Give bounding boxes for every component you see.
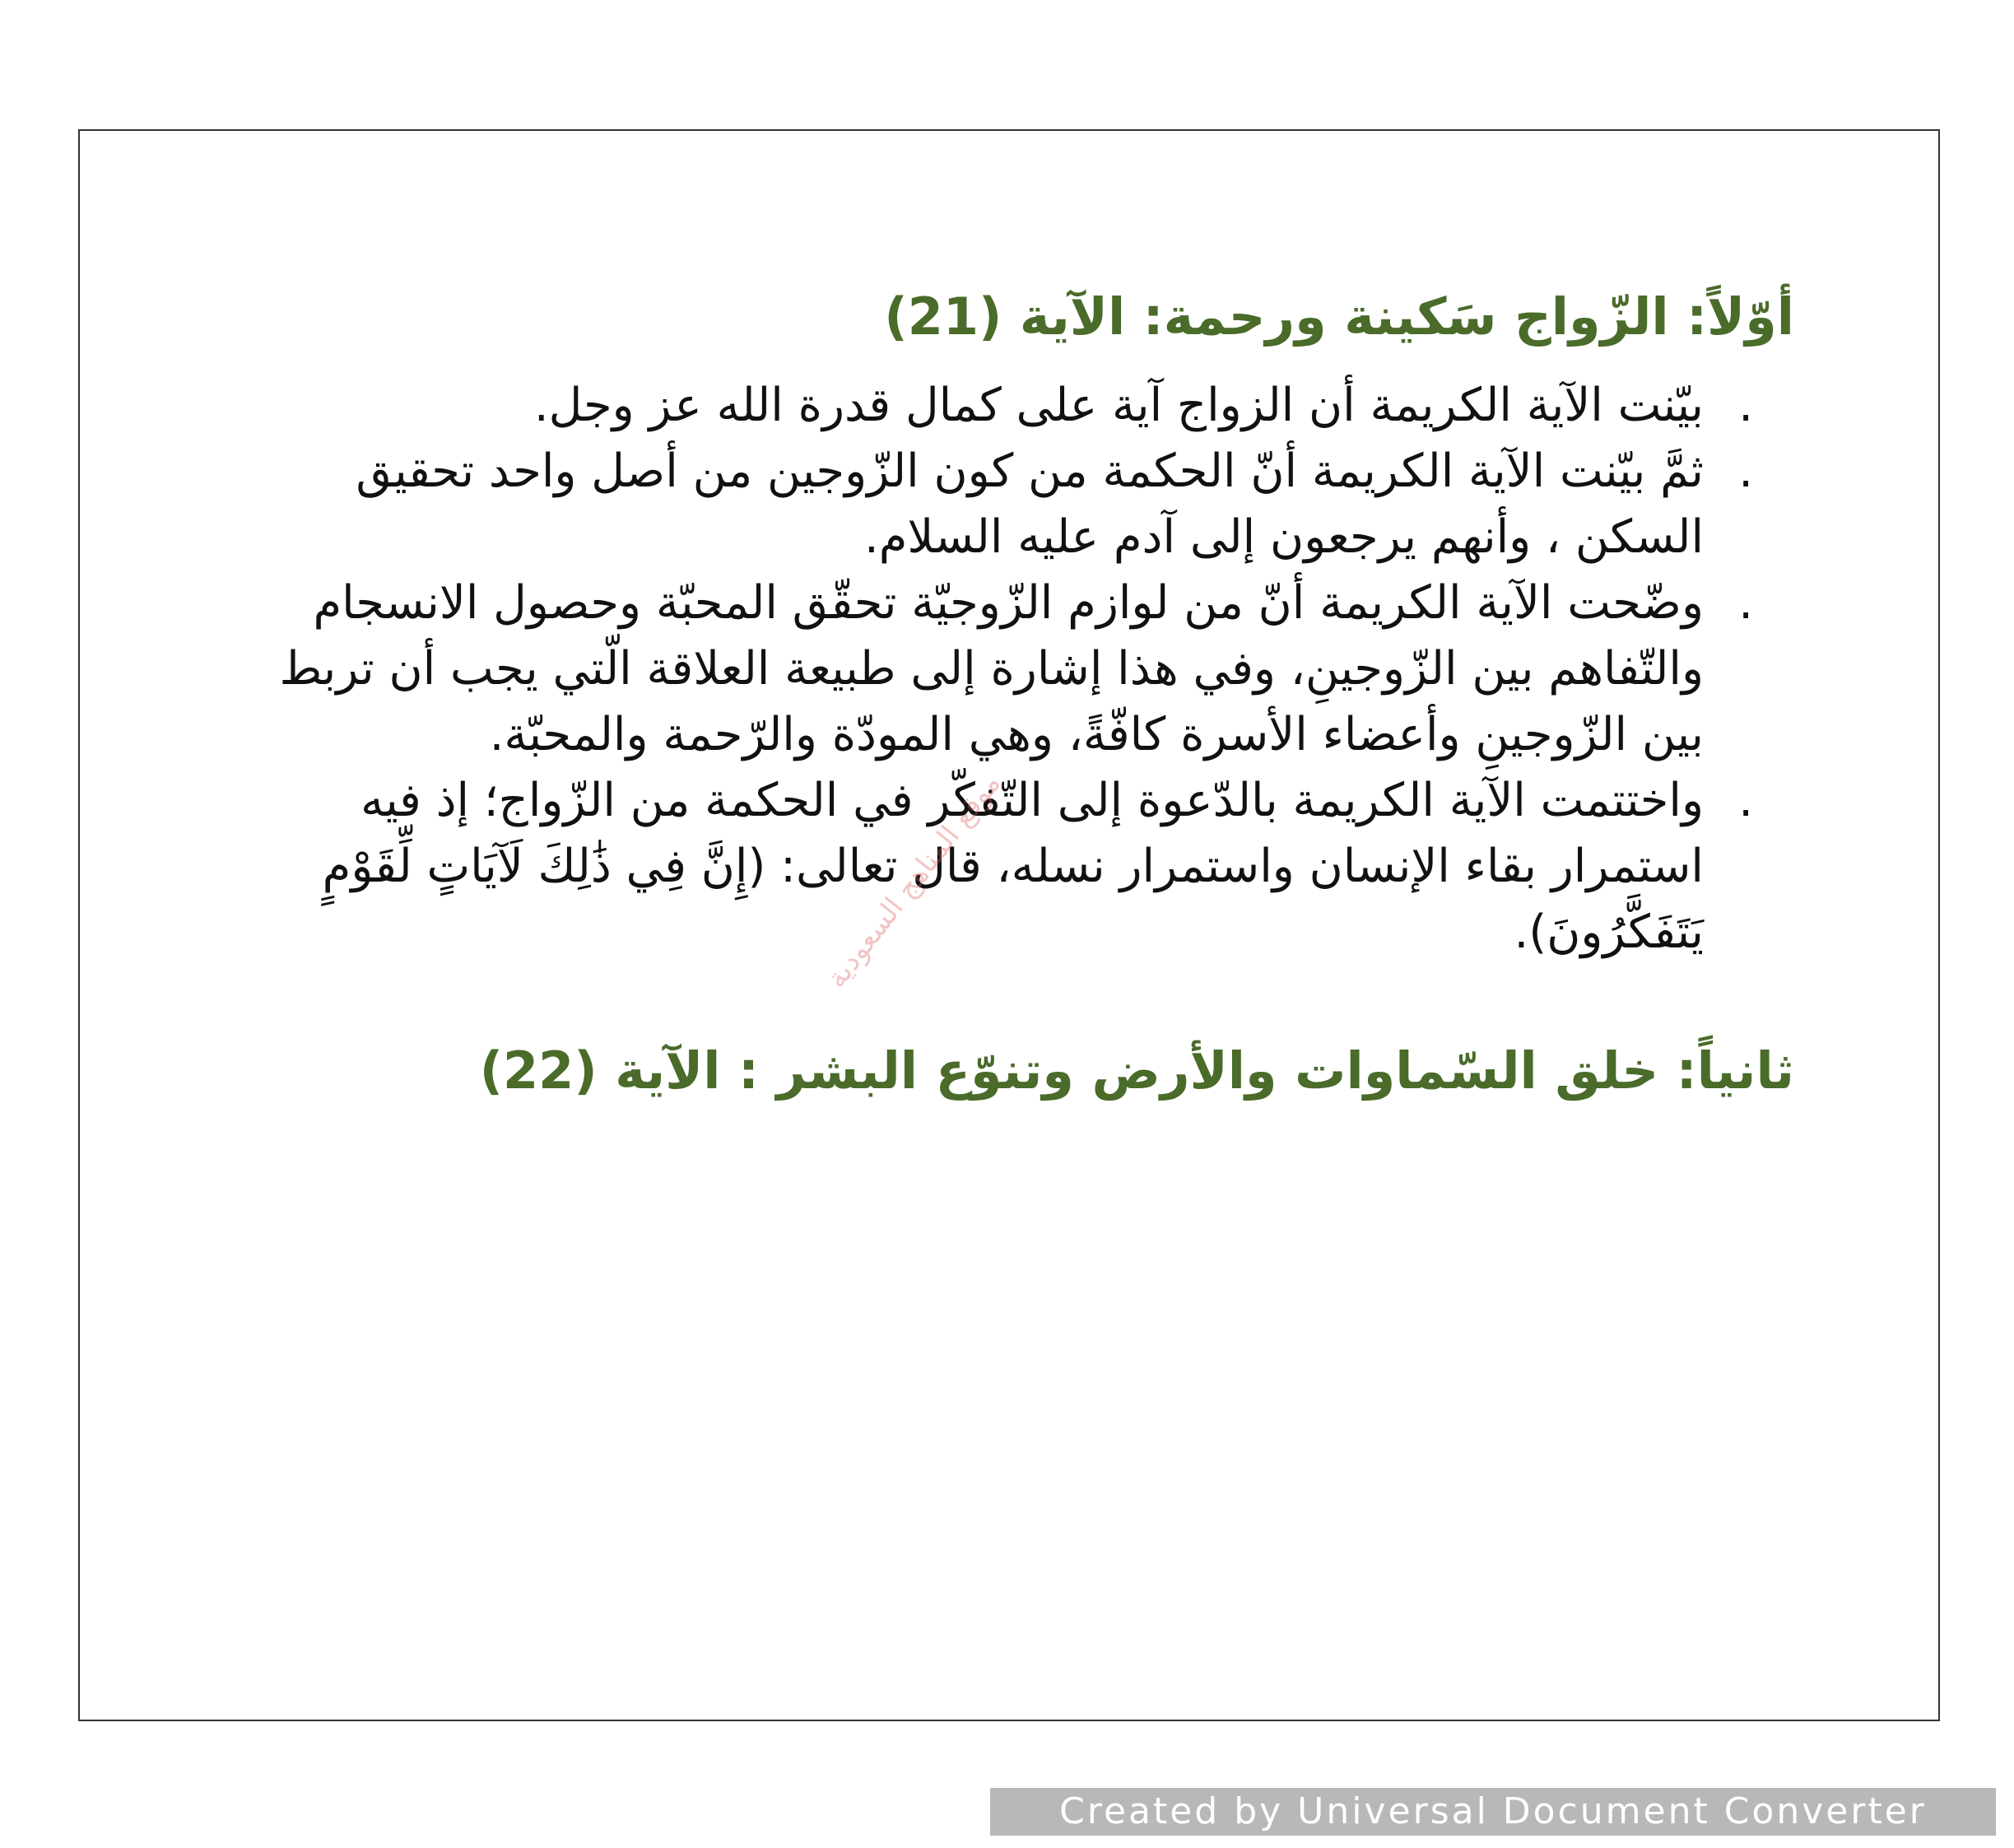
section1-points [247,373,1794,966]
point-item [247,570,1753,768]
section2-heading: ثانياً: خلق السّماوات والأرض وتنوّع البشر : الآية (22) [479,1040,1794,1101]
section1-heading: أوّلاً: الزّواج سَكينة ورحمة: الآية (21) [884,286,1794,347]
converter-banner: Created by Universal Document Converter [990,1788,1996,1836]
point-item [247,768,1753,966]
point-item [247,373,1753,439]
bullet-marker: . [1738,379,1753,432]
bullet-marker: . [1738,774,1753,827]
slide-content [247,284,1794,1104]
point-item [247,439,1753,570]
bullet-marker: . [1738,576,1753,630]
point-text: واختتمت الآية الكريمة بالدّعوة إلى التّفكّر في الحكمة من الزّواج؛ إذ فيه استمرار بقاء الإنسان واستمرار نسله، قال تعالى: (إِنَّ فِي ذَٰلِكَ لَآيَاتٍ لِّقَوْمٍ يَتَفَكَّرُونَ). [322,774,1704,959]
bullet-marker: . [1738,445,1753,498]
point-text: بيّنت الآية الكريمة أن الزواج آية على كمال قدرة الله عز وجل. [533,379,1704,432]
watermark-text: موقع المناهج السعودية [820,767,1007,994]
point-text: وضّحت الآية الكريمة أنّ من لوازم الزّوجيّة تحقّق المحبّة وحصول الانسجام والتّفاهم بين الزّوجينِ، وفي هذا إشارة إلى طبيعة العلاقة الّتي يجب أن تربط بين الزّوجينِ وأعضاء الأسرة كافّةً، وهي المودّة والرّحمة والمحبّة. [279,576,1704,761]
point-text: ثمَّ بيّنت الآية الكريمة أنّ الحكمة من كون الزّوجين من أصل واحد تحقيق السكن ، وأنهم يرجعون إلى آدم عليه السلام. [356,445,1704,564]
